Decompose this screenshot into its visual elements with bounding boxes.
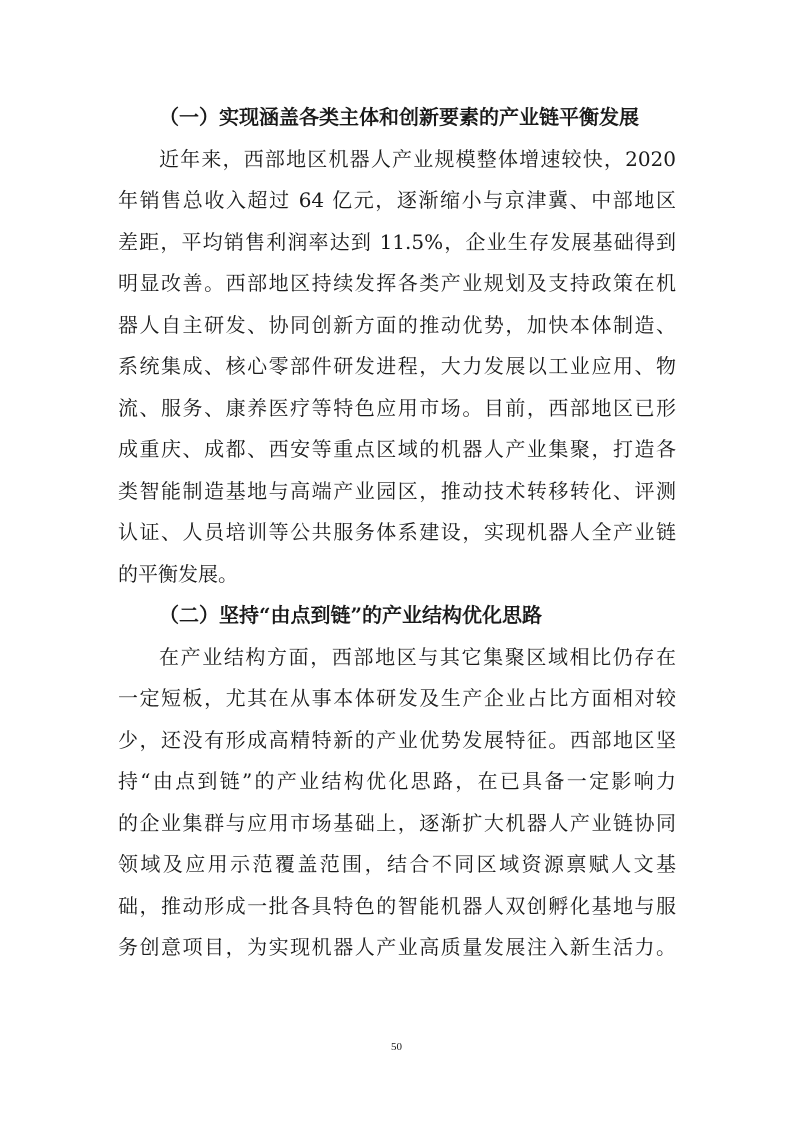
paragraph-line: 持“由点到链”的产业结构优化思路，在已具备一定影响力	[118, 769, 676, 793]
paragraph-line: 近年来，西部地区机器人产业规模整体增速较快，2020	[159, 146, 676, 171]
paragraph-line: 在产业结构方面，西部地区与其它集聚区域相比仍存在	[159, 644, 676, 669]
paragraph	[118, 139, 676, 596]
paragraph-line: 系统集成、核心零部件研发进程，大力发展以工业应用、物	[118, 354, 676, 378]
paragraph-line: 成重庆、成都、西安等重点区域的机器人产业集聚，打造各	[118, 437, 676, 461]
paragraph-line: 年销售总收入超过 64 亿元，逐渐缩小与京津冀、中部地区	[118, 188, 676, 212]
paragraph-line: 差距，平均销售利润率达到 11.5%，企业生存发展基础得到	[118, 229, 676, 254]
paragraph-line: 器人自主研发、协同创新方面的推动优势，加快本体制造、	[118, 312, 676, 337]
paragraph-line: 少，还没有形成高精特新的产业优势发展特征。西部地区坚	[118, 727, 676, 752]
section-heading: （二）坚持“由点到链”的产业结构优化思路	[159, 603, 543, 627]
paragraph-line: 认证、人员培训等公共服务体系建设，实现机器人全产业链	[118, 520, 676, 544]
paragraph-line: 务创意项目，为实现机器人产业高质量发展注入新生活力。	[118, 935, 676, 959]
paragraph-line: 明显改善。西部地区持续发挥各类产业规划及支持政策在机	[118, 271, 676, 295]
paragraph	[118, 637, 676, 969]
paragraph-line: 的平衡发展。	[118, 561, 238, 586]
document-body	[118, 97, 676, 969]
section-heading: （一）实现涵盖各类主体和创新要素的产业链平衡发展	[159, 105, 639, 129]
paragraph-line: 一定短板，尤其在从事本体研发及生产企业占比方面相对较	[118, 686, 676, 710]
paragraph-line: 领域及应用示范覆盖范围，结合不同区域资源禀赋人文基	[118, 852, 676, 876]
paragraph-line: 的企业集群与应用市场基础上，逐渐扩大机器人产业链协同	[118, 810, 676, 835]
paragraph-line: 流、服务、康养医疗等特色应用市场。目前，西部地区已形	[118, 395, 676, 420]
paragraph-line: 础，推动形成一批各具特色的智能机器人双创孵化基地与服	[118, 893, 676, 918]
page-number: 50	[391, 1041, 402, 1053]
paragraph-line: 类智能制造基地与高端产业园区，推动技术转移转化、评测	[118, 478, 676, 503]
